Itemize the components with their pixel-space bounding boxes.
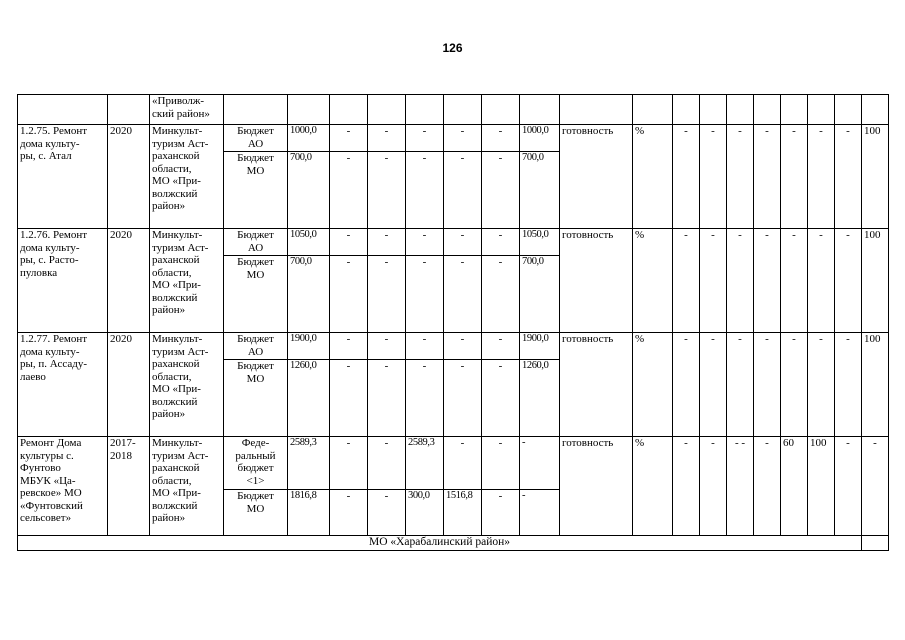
funding-source-cell: Бюджет АО — [224, 229, 288, 256]
indicator-value-cell: - — [754, 229, 781, 333]
funding-source-cell: Бюджет АО — [224, 333, 288, 360]
funding-value-cell: - — [330, 256, 368, 333]
unit-cell: % — [633, 333, 673, 437]
indicator-cell: готовность — [560, 125, 633, 229]
funding-value-cell: - — [368, 333, 406, 360]
funding-value-cell: - — [368, 437, 406, 490]
funding-value-cell: - — [444, 229, 482, 256]
funding-value-cell: 1260,0 — [288, 360, 330, 437]
indicator-value-cell: - - — [727, 437, 754, 536]
indicator-value-cell: 100 — [862, 125, 889, 229]
indicator-value-cell: - — [781, 229, 808, 333]
funding-value-cell: 700,0 — [520, 256, 560, 333]
indicator-value-cell: - — [727, 125, 754, 229]
indicator-value-cell: - — [808, 125, 835, 229]
funding-value-cell: - — [368, 256, 406, 333]
unit-cell: % — [633, 437, 673, 536]
funding-source-cell: Бюджет МО — [224, 256, 288, 333]
funding-value-cell: - — [330, 490, 368, 536]
funding-value-cell: - — [482, 229, 520, 256]
funding-value-cell: - — [482, 360, 520, 437]
funding-value-cell: - — [368, 152, 406, 229]
funding-value-cell: - — [482, 125, 520, 152]
funding-value-cell: - — [444, 333, 482, 360]
indicator-value-cell: - — [754, 125, 781, 229]
event-name-cell: 1.2.77. Ремонт дома культу- ры, п. Ассаду- лаево — [18, 333, 108, 437]
funding-value-cell: - — [520, 490, 560, 536]
funding-value-cell: - — [406, 333, 444, 360]
table-row — [18, 95, 889, 125]
funding-value-cell: - — [330, 125, 368, 152]
unit-cell: % — [633, 125, 673, 229]
executor-cell: Минкульт- туризм Аст- раханской области, МО «При- волжский район» — [150, 229, 224, 333]
indicator-cell: готовность — [560, 229, 633, 333]
indicator-value-cell: - — [700, 229, 727, 333]
funding-value-cell: - — [406, 125, 444, 152]
funding-value-cell: - — [368, 125, 406, 152]
funding-value-cell: 1900,0 — [520, 333, 560, 360]
funding-value-cell: - — [444, 125, 482, 152]
indicator-value-cell: - — [754, 437, 781, 536]
funding-value-cell: - — [330, 437, 368, 490]
funding-value-cell: - — [482, 256, 520, 333]
indicator-value-cell: - — [781, 125, 808, 229]
funding-value-cell: - — [330, 152, 368, 229]
funding-value-cell: 1900,0 — [288, 333, 330, 360]
funding-value-cell: 1050,0 — [520, 229, 560, 256]
funding-value-cell: 1260,0 — [520, 360, 560, 437]
funding-source-cell: Бюджет МО — [224, 490, 288, 536]
funding-value-cell: 1000,0 — [288, 125, 330, 152]
funding-value-cell: 2589,3 — [288, 437, 330, 490]
table-row — [18, 125, 889, 152]
indicator-value-cell: 60 — [781, 437, 808, 536]
funding-value-cell: - — [330, 229, 368, 256]
funding-value-cell: - — [444, 256, 482, 333]
funding-value-cell: - — [406, 152, 444, 229]
indicator-value-cell: - — [808, 229, 835, 333]
indicator-value-cell: - — [808, 333, 835, 437]
table-row — [18, 229, 889, 256]
indicator-value-cell: - — [835, 333, 862, 437]
indicator-value-cell: - — [727, 333, 754, 437]
executor-cell: Минкульт- туризм Аст- раханской области, МО «При- волжский район» — [150, 437, 224, 536]
indicator-value-cell: 100 — [862, 333, 889, 437]
indicator-value-cell: - — [673, 125, 700, 229]
funding-value-cell: - — [330, 360, 368, 437]
program-table — [17, 94, 889, 551]
funding-value-cell: 1000,0 — [520, 125, 560, 152]
unit-cell: % — [633, 229, 673, 333]
funding-value-cell: 700,0 — [288, 152, 330, 229]
indicator-value-cell: - — [673, 437, 700, 536]
indicator-value-cell: - — [700, 125, 727, 229]
indicator-value-cell: - — [835, 437, 862, 536]
funding-value-cell: - — [520, 437, 560, 490]
section-header: МО «Харабалинский район» — [18, 536, 862, 551]
funding-value-cell: 2589,3 — [406, 437, 444, 490]
funding-source-cell: Бюджет МО — [224, 360, 288, 437]
section-header-row — [18, 536, 889, 551]
funding-value-cell: - — [482, 490, 520, 536]
indicator-value-cell: - — [781, 333, 808, 437]
indicator-value-cell: 100 — [808, 437, 835, 536]
event-name-cell: 1.2.75. Ремонт дома культу- ры, с. Атал — [18, 125, 108, 229]
year-cell: 2020 — [108, 125, 150, 229]
indicator-value-cell: - — [700, 437, 727, 536]
indicator-value-cell: - — [835, 229, 862, 333]
indicator-value-cell: - — [673, 229, 700, 333]
indicator-value-cell: - — [700, 333, 727, 437]
year-cell: 2020 — [108, 333, 150, 437]
funding-value-cell: 1816,8 — [288, 490, 330, 536]
table-row — [18, 333, 889, 360]
indicator-value-cell: - — [673, 333, 700, 437]
funding-value-cell: - — [482, 333, 520, 360]
indicator-cell: готовность — [560, 333, 633, 437]
funding-value-cell: - — [368, 360, 406, 437]
executor-cell: Минкульт- туризм Аст- раханской области, МО «При- волжский район» — [150, 333, 224, 437]
page-number: 126 — [442, 41, 463, 55]
year-cell: 2020 — [108, 229, 150, 333]
executor-cell: «Приволж- ский район» — [150, 95, 224, 125]
indicator-value-cell: 100 — [862, 229, 889, 333]
funding-value-cell: 700,0 — [520, 152, 560, 229]
event-name-cell: Ремонт Дома культуры с. Фунтово МБУК «Ца- ревское» МО «Фунтовский сельсовет» — [18, 437, 108, 536]
funding-value-cell: - — [330, 333, 368, 360]
indicator-value-cell: - — [835, 125, 862, 229]
funding-value-cell: 300,0 — [406, 490, 444, 536]
funding-value-cell: - — [406, 360, 444, 437]
table-row — [18, 437, 889, 490]
funding-source-cell: Бюджет АО — [224, 125, 288, 152]
indicator-cell: готовность — [560, 437, 633, 536]
funding-value-cell: - — [444, 437, 482, 490]
event-name-cell: 1.2.76. Ремонт дома культу- ры, с. Расто- пуловка — [18, 229, 108, 333]
funding-source-cell: Бюджет МО — [224, 152, 288, 229]
funding-value-cell: - — [444, 360, 482, 437]
funding-value-cell: - — [444, 152, 482, 229]
funding-value-cell: 1516,8 — [444, 490, 482, 536]
year-cell: 2017- 2018 — [108, 437, 150, 536]
indicator-value-cell: - — [727, 229, 754, 333]
funding-value-cell: - — [482, 437, 520, 490]
funding-source-cell: Феде- ральный бюджет <1> — [224, 437, 288, 490]
funding-value-cell: 700,0 — [288, 256, 330, 333]
funding-value-cell: - — [368, 229, 406, 256]
indicator-value-cell: - — [862, 437, 889, 536]
funding-value-cell: - — [406, 256, 444, 333]
executor-cell: Минкульт- туризм Аст- раханской области, МО «При- волжский район» — [150, 125, 224, 229]
funding-value-cell: 1050,0 — [288, 229, 330, 256]
indicator-value-cell: - — [754, 333, 781, 437]
funding-value-cell: - — [406, 229, 444, 256]
funding-value-cell: - — [368, 490, 406, 536]
funding-value-cell: - — [482, 152, 520, 229]
